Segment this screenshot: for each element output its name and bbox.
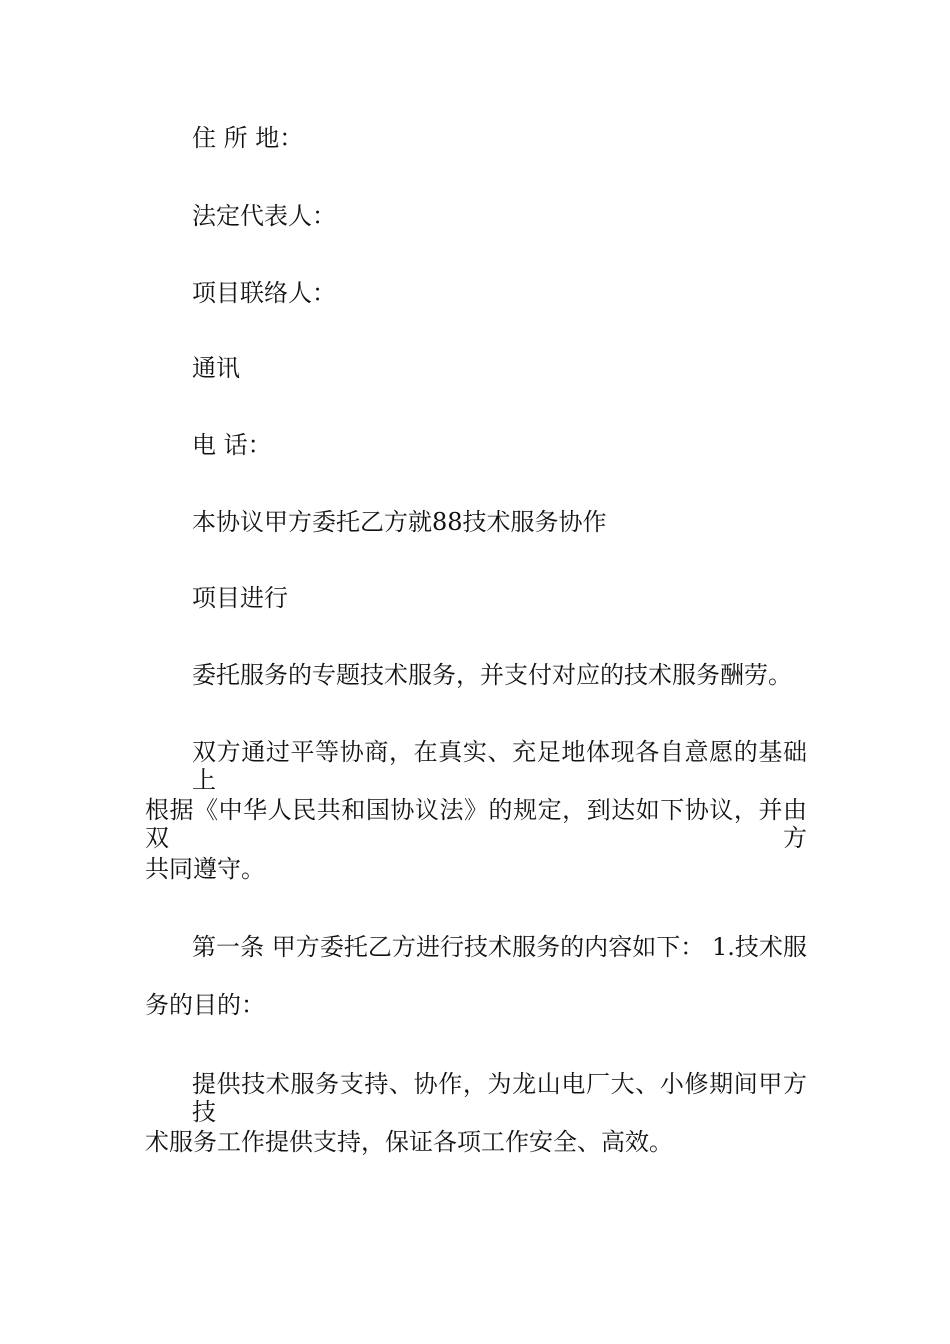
paragraph-line: 提供技术服务支持、协作，为龙山电厂大、小修期间甲方技 — [192, 1070, 807, 1126]
paragraph-line: 委托服务的专题技术服务，并支付对应的技术服务酬劳。 — [192, 661, 792, 689]
paragraph-line: 术服务工作提供支持，保证各项工作安全、高效。 — [145, 1128, 673, 1156]
paragraph-line: 根据《中华人民共和国协议法》的规定，到达如下协议，并由双方 — [145, 796, 807, 852]
field-communication: 通讯 — [192, 354, 240, 382]
field-project-contact: 项目联络人： — [192, 279, 336, 307]
field-phone: 电 话： — [192, 431, 272, 459]
field-legal-representative: 法定代表人： — [192, 202, 336, 230]
paragraph-line: 共同遵守。 — [145, 855, 265, 883]
field-address: 住 所 地： — [192, 124, 304, 152]
paragraph-line: 本协议甲方委托乙方就88技术服务协作 — [192, 508, 607, 536]
article-heading: 第一条 甲方委托乙方进行技术服务的内容如下： 1.技术服 — [192, 933, 807, 961]
paragraph-line: 项目进行 — [192, 584, 288, 612]
paragraph-line: 双方通过平等协商，在真实、充足地体现各自意愿的基础上 — [192, 738, 807, 794]
paragraph-line: 务的目的： — [145, 991, 265, 1019]
